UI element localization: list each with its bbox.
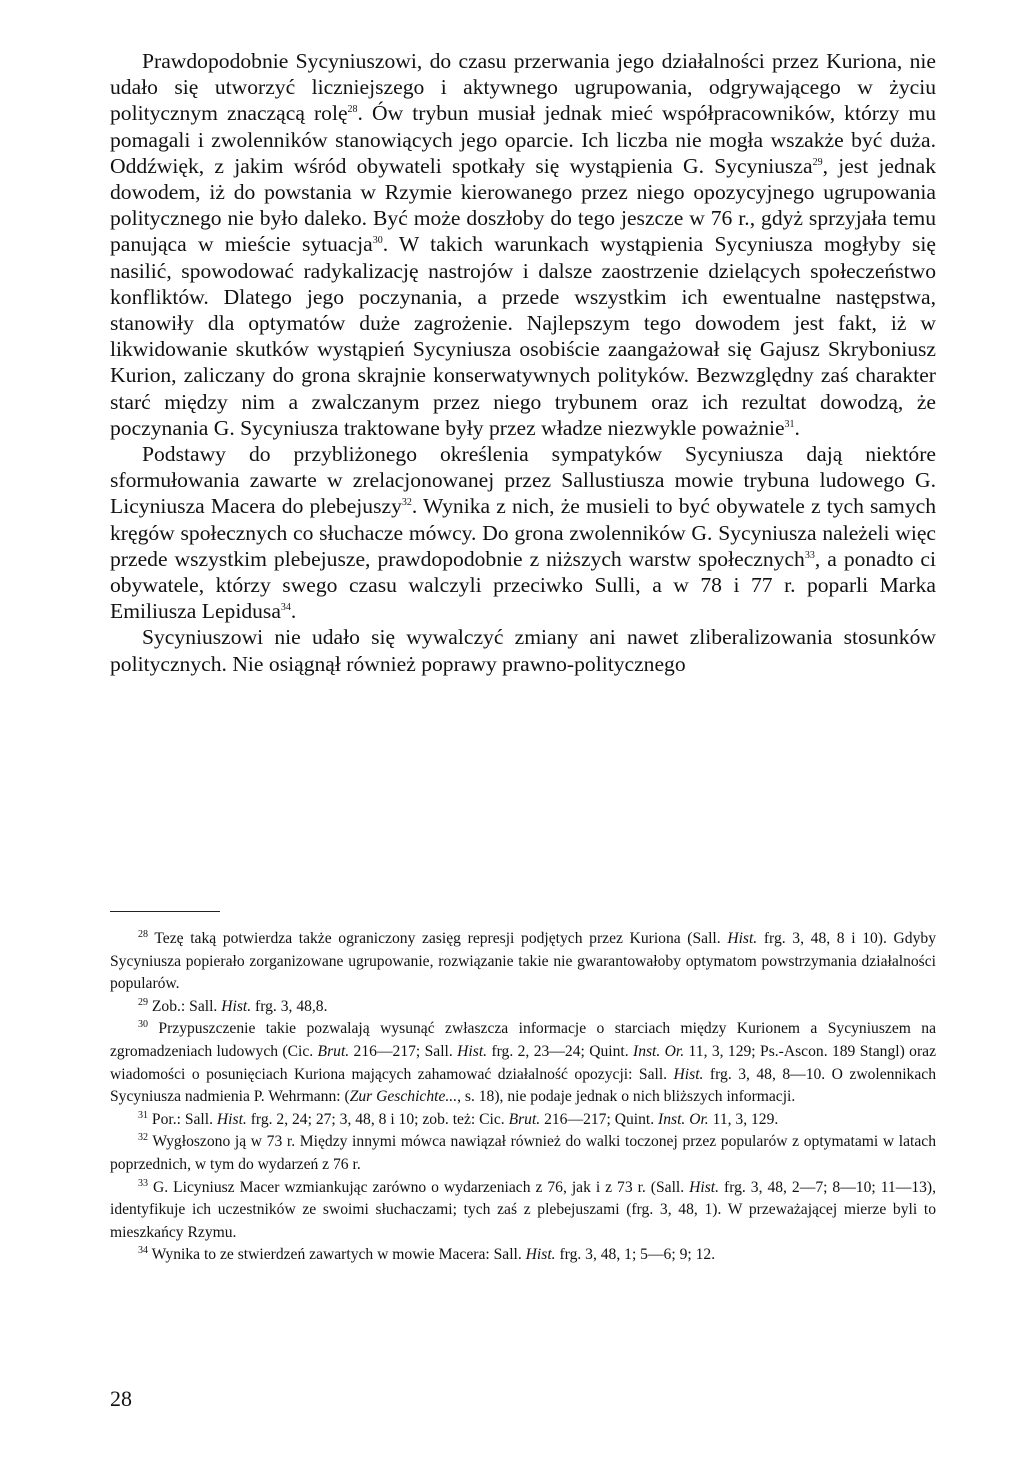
footnote-ref-34: 34 xyxy=(280,602,291,614)
footnote-ref-33: 33 xyxy=(804,549,815,561)
footnotes xyxy=(110,928,936,1267)
footnote-34: $^{34}$ Wynika to ze stwierdzeń zawartych w mowie Macera: Sall. Hist. frg. 3, 48, 1; 5—6; 9; 12. xyxy=(138,1245,716,1264)
footnote-29: $^{29}$ Zob.: Sall. Hist. frg. 3, 48,8. xyxy=(138,996,328,1015)
footnote-ref-28: 28 xyxy=(347,104,358,116)
footnote-31: $^{31}$ Por.: Sall. Hist. frg. 2, 24; 27; 3, 48, 8 i 10; zob. też: Cic. Brut. 216—217; Quint. Inst. Or. 11, 3, 129. xyxy=(138,1109,779,1128)
footnote-ref-29: 29 xyxy=(812,156,823,168)
paragraph-1: Prawdopodobnie Sycyniuszowi, do czasu przerwania jego działalności przez Kuriona, nie udało się utworzyć liczniejszego i aktywnego ugrupowania, odgrywającego w życiu politycznym znaczącą rolę$^{28}$. Ów trybun musiał jednak mieć współpracowników, którzy mu pomagali i zwolenników stanowiących jego oparcie. Ich liczba nie mogła wszakże być duża. Oddźwięk, z jakim wśród obywateli spotkały się wystąpienia G. Sycyniusza$^{29}$, jest jednak dowodem, iż do powstania w Rzymie kierowanego przez niego opozycyjnego ugrupowania politycznego nie było daleko. Być może doszłoby do tego jeszcze w 76 r., gdyż sprzyjała temu panująca w mieście sytuacja$^{30}$. W takich warunkach wystąpienia Sycyniusza mogłyby się nasilić, spowodować radykalizację nastrojów i dalsze zaostrzenie dzielących społeczeństwo konfliktów. Dlatego jego poczynania, a przede wszystkim ich ewentualne następstwa, stanowiły dla optymatów duże zagrożenie. Najlepszym tego dowodem jest fakt, iż w likwidowanie skutków wystąpień Sycyniusza osobiście zaangażował się Gajusz Skryboniusz Kurion, zaliczany do grona skrajnie konserwatywnych polityków. Bezwzględny zaś charakter starć między nim a zwalczanym przez niego trybunem oraz ich rezultat dowodzą, że poczynania G. Sycyniusza traktowane były przez władze niezwykle poważnie$^{31}$. xyxy=(110,49,937,440)
footnote-number: 30 xyxy=(138,1019,148,1031)
footnote-32: $^{32}$ Wygłoszono ją w 73 r. Między innymi mówca nawiązał również do walki toczonej przez popularów z optymatami w latach poprzednich, w tym do wydarzeń z 76 r. xyxy=(110,1132,936,1173)
footnote-ref-30: 30 xyxy=(372,235,383,247)
footnote-number: 31 xyxy=(138,1109,148,1121)
main-text xyxy=(110,48,936,677)
footnote-ref-32: 32 xyxy=(401,497,412,509)
footnote-number: 32 xyxy=(138,1132,148,1144)
footnote-ref-31: 31 xyxy=(784,418,795,430)
page-number: 28 xyxy=(110,1386,132,1411)
footnote-number: 33 xyxy=(138,1177,148,1189)
paragraph-3: Sycyniuszowi nie udało się wywalczyć zmiany ani nawet zliberalizowania stosunków politycznych. Nie osiągnął również poprawy prawno-politycznego xyxy=(110,625,936,676)
footnote-number: 29 xyxy=(138,996,148,1008)
footnote-separator xyxy=(110,911,220,912)
paragraph-2: Podstawy do przybliżonego określenia sympatyków Sycyniusza dają niektóre sformułowania zawarte w zrelacjonowanej przez Sallustiusza mowie trybuna ludowego G. Licyniusza Macera do plebejuszy$^{32}$. Wynika z nich, że musieli to być obywatele z tych samych kręgów społecznych co słuchacze mówcy. Do grona zwolenników G. Sycyniusza należeli więc przede wszystkim plebejusze, prawdopodobnie z niższych warstw społecznych$^{33}$, a ponadto ci obywatele, którzy swego czasu walczyli przeciwko Sulli, a w 78 i 77 r. poparli Marka Emiliusza Lepidusa$^{34}$. xyxy=(110,442,936,624)
footnote-number: 28 xyxy=(138,928,148,940)
footnote-33: $^{33}$ G. Licyniusz Macer wzmiankując zarówno o wydarzeniach z 76, jak i z 73 r. (Sall. Hist. frg. 3, 48, 2—7; 8—10; 11—13), identyfikuje ich uczestników ze swoimi słuchaczami; tych zaś z plebejuszami (frg. 3, 48, 1). W przeważającej mierze byli to mieszkańcy Rzymu. xyxy=(110,1177,936,1241)
footnote-30: $^{30}$ Przypuszczenie takie pozwalają wysunąć zwłaszcza informacje o starciach między Kurionem a Sycyniuszem na zgromadzeniach ludowych (Cic. Brut. 216—217; Sall. Hist. frg. 2, 23—24; Quint. Inst. Or. 11, 3, 129; Ps.-Ascon. 189 Stangl) oraz wiadomości o posunięciach Kuriona mających zahamować działalność opozycji: Sall. Hist. frg. 3, 48, 8—10. O zwolennikach Sycyniusza nadmienia P. Wehrmann: (Zur Geschichte..., s. 18), nie podaje jednak o nich bliższych informacji. xyxy=(110,1019,937,1106)
footnote-number: 34 xyxy=(138,1245,148,1257)
footnote-28: $^{28}$ Tezę taką potwierdza także ograniczony zasięg represji podjętych przez Kuriona (Sall. Hist. frg. 3, 48, 8 i 10). Gdyby Sycyniusza popierało zorganizowane ugrupowanie, rozwiązanie takie nie gwarantowałoby optymatom powstrzymania działalności popularów. xyxy=(110,928,936,993)
